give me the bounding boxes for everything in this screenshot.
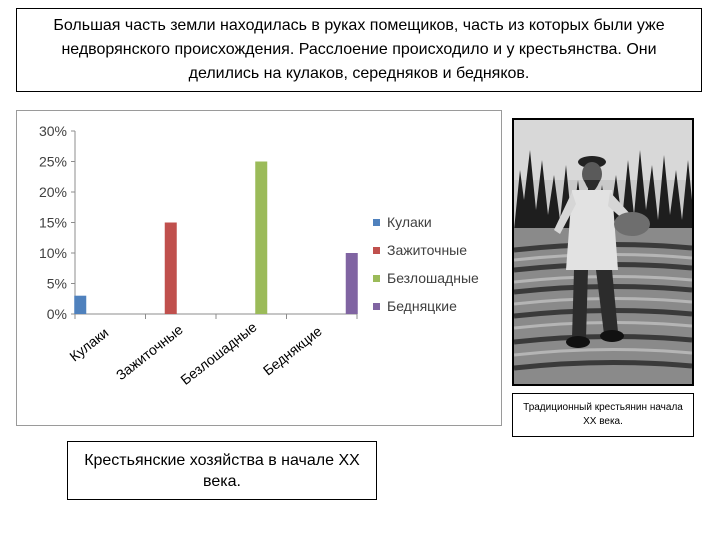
bar-1 xyxy=(74,296,86,314)
legend-label: Бедняцкие xyxy=(387,298,457,314)
bar-3 xyxy=(255,162,267,315)
legend-label: Зажиточные xyxy=(387,242,468,258)
y-tick-label: 5% xyxy=(46,275,67,292)
y-tick-label: 30% xyxy=(38,123,67,139)
chart-caption-box xyxy=(67,441,377,500)
bar-4 xyxy=(346,253,358,314)
x-category-label: Зажиточные xyxy=(112,321,186,384)
legend-label: Безлошадные xyxy=(387,270,479,286)
legend-swatch xyxy=(373,303,380,310)
y-tick-label: 10% xyxy=(38,245,67,261)
y-tick-label: 15% xyxy=(38,214,67,231)
x-category-label: Кулаки xyxy=(66,324,112,365)
photo-caption-text: Традиционный крестьянин начала XX века. xyxy=(523,402,683,427)
intro-text-box xyxy=(16,8,702,92)
y-tick-label: 20% xyxy=(38,184,67,200)
photo-caption xyxy=(512,393,694,437)
legend-swatch xyxy=(373,219,380,226)
peasant-photo-image xyxy=(514,120,692,384)
x-category-label: Безлошадные xyxy=(177,318,260,388)
bar-2 xyxy=(165,223,177,315)
intro-text: Большая часть земли находилась в руках помещиков, часть из которых были уже недворянского происхождения. Расслоение происходило и у крестьянства. Они делились на кулаков, середняков и бедняков. xyxy=(53,17,665,82)
chart-caption-text: Крестьянские хозяйства в начале XX века. xyxy=(84,451,360,490)
legend-label: Кулаки xyxy=(387,214,432,230)
peasant-photo xyxy=(512,118,694,386)
chart-frame xyxy=(16,110,502,426)
legend-swatch xyxy=(373,247,380,254)
x-category-label: Беднякцие xyxy=(259,322,325,379)
peasant-farms-bar-chart xyxy=(17,111,503,427)
y-tick-label: 25% xyxy=(38,153,67,170)
y-tick-label: 0% xyxy=(46,306,67,322)
legend-swatch xyxy=(373,275,380,282)
